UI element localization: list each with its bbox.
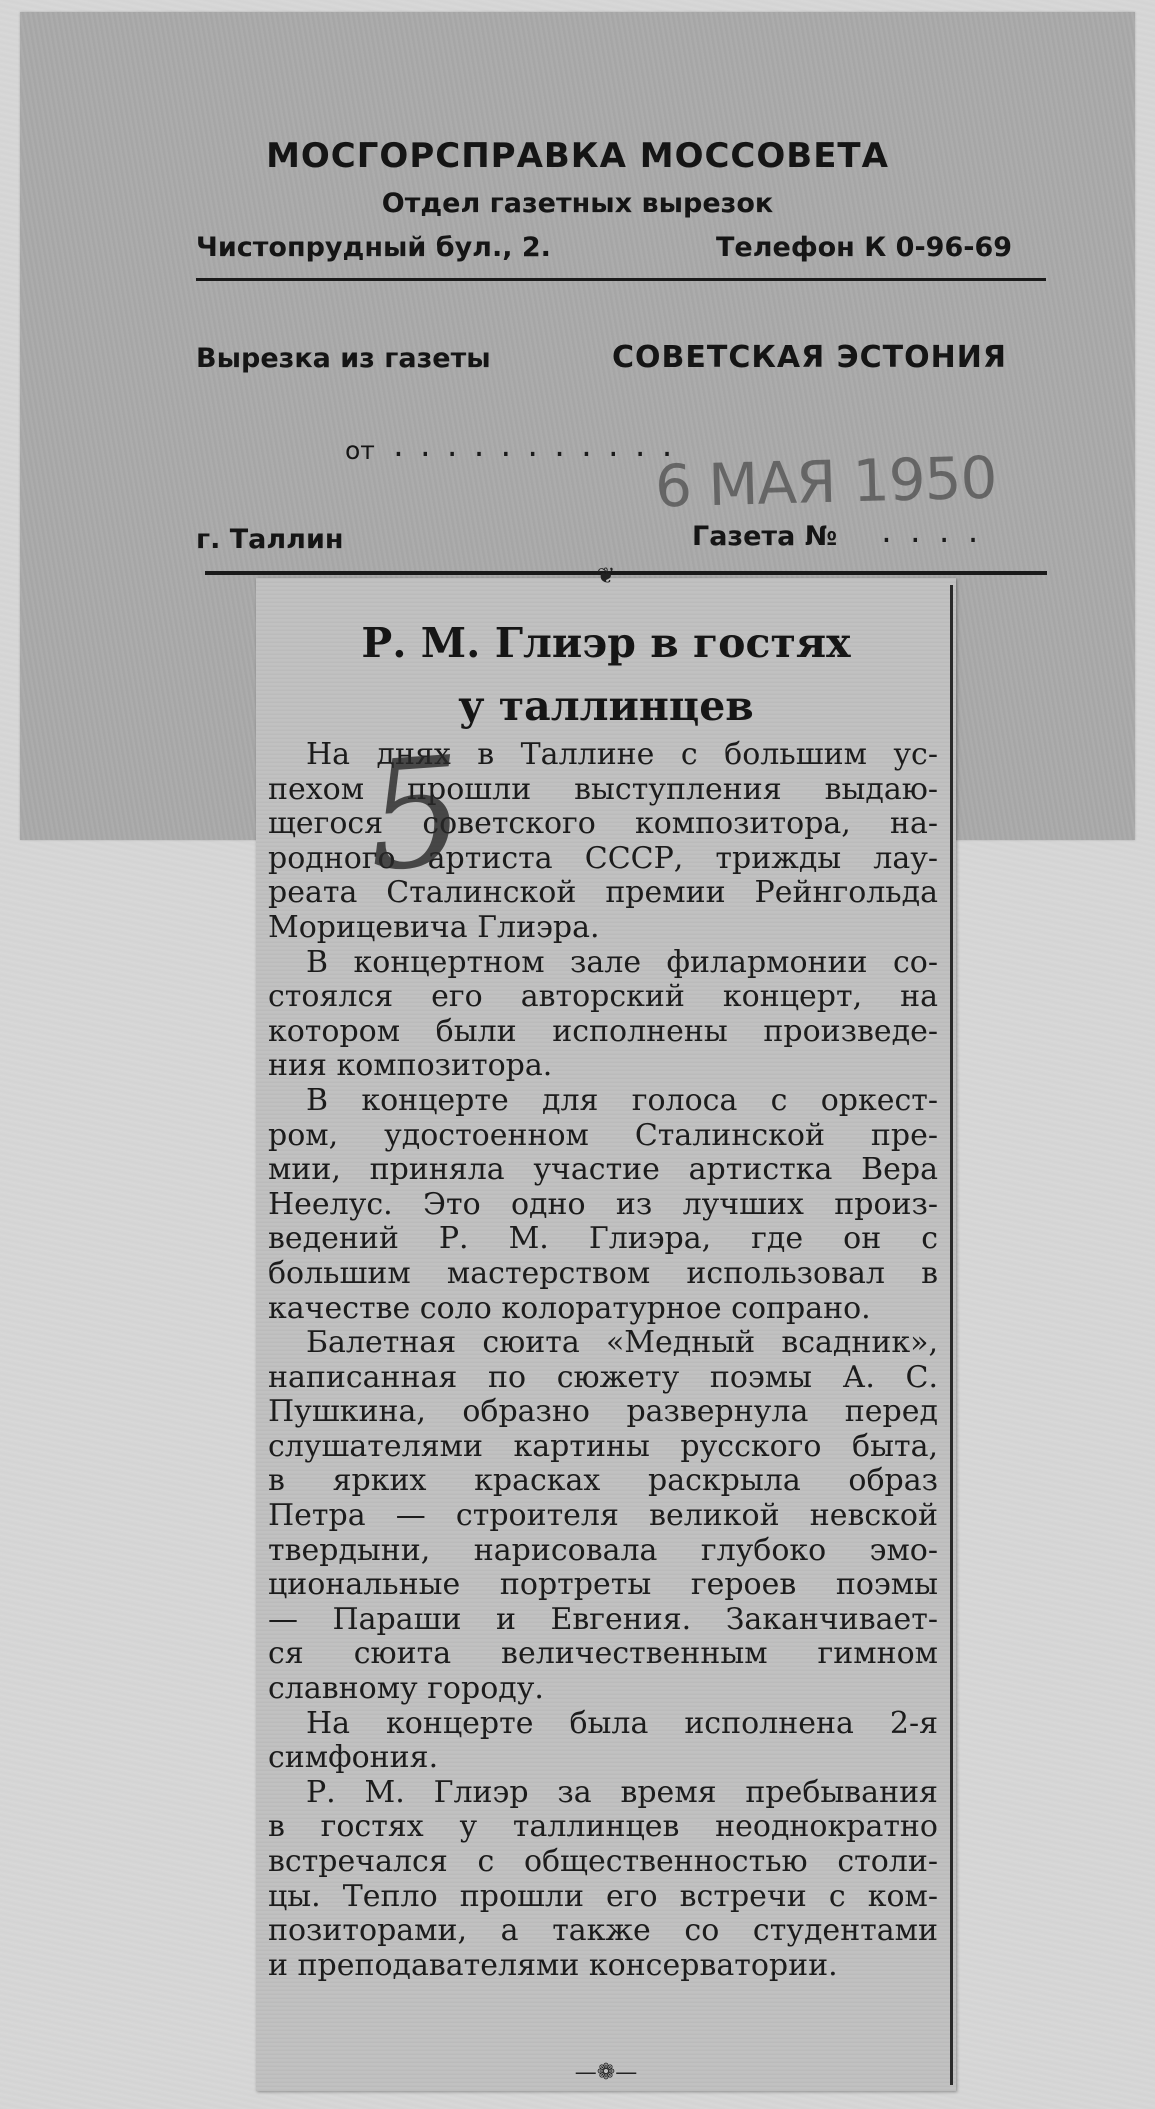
article-line: циональные портреты героев поэмы bbox=[268, 1567, 938, 1603]
article-line: В концерте для голоса с оркест- bbox=[306, 1082, 938, 1118]
issue-dots: .... bbox=[878, 516, 994, 549]
article-line: ром, удостоенном Сталинской пре- bbox=[268, 1117, 938, 1153]
ornament-top-icon: ❦ bbox=[596, 564, 616, 589]
article-line: мии, приняла участие артистка Вера bbox=[268, 1152, 938, 1188]
city-label: г. Таллин bbox=[196, 524, 344, 555]
from-dots: ........... bbox=[390, 430, 686, 463]
article-line: стоялся его авторский концерт, на bbox=[268, 979, 938, 1015]
article-line: В концертном зале филармонии со- bbox=[306, 944, 938, 980]
article-line: — Параши и Евгения. Заканчивает- bbox=[268, 1601, 938, 1637]
article-line: в гостях у таллинцев неоднократно bbox=[268, 1809, 938, 1845]
headline-line: Р. М. Глиэр в гостях bbox=[361, 619, 851, 667]
article-line: Балетная сюита «Медный всадник», bbox=[306, 1325, 938, 1361]
address: Чистопрудный бул., 2. bbox=[196, 232, 551, 263]
article-line: Морицевича Глиэра. bbox=[268, 909, 600, 945]
article-line: качестве соло колоратурное сопрано. bbox=[268, 1290, 871, 1326]
article-line: На концерте была исполнена 2-я bbox=[306, 1705, 938, 1741]
newspaper-clipping bbox=[256, 564, 956, 2091]
article-line: встречался с общественностью столи- bbox=[268, 1844, 938, 1879]
article-line: ся сюита величественным гимном bbox=[268, 1636, 938, 1672]
article-line: пехом прошли выступления выдаю- bbox=[268, 771, 938, 807]
article-line: реата Сталинской премии Рейнгольда bbox=[268, 875, 938, 911]
article-line: Р. М. Глиэр за время пребывания bbox=[306, 1774, 938, 1810]
article-line: Петра — строителя великой невской bbox=[268, 1498, 938, 1534]
department-subtitle: Отдел газетных вырезок bbox=[381, 188, 774, 219]
newspaper-name: СОВЕТСКАЯ ЭСТОНИЯ bbox=[612, 340, 1007, 375]
phone: Телефон К 0-96-69 bbox=[716, 232, 1013, 263]
article-line: щегося советского композитора, на- bbox=[268, 806, 938, 842]
article-line: котором были исполнены произведе- bbox=[268, 1013, 938, 1049]
article-line: в ярких красках раскрыла образ bbox=[268, 1463, 938, 1499]
agency-title: МОСГОРСПРАВКА МОССОВЕТА bbox=[266, 136, 889, 176]
handwritten-number: 5 bbox=[362, 724, 470, 906]
clipping-shadow-edge bbox=[950, 585, 953, 2085]
article-line: Неелус. Это одно из лучших произ- bbox=[268, 1186, 938, 1222]
article-line: На днях в Таллине с большим ус- bbox=[306, 737, 938, 772]
date-stamp: 6 МАЯ 1950 bbox=[654, 443, 998, 521]
issue-label: Газета № bbox=[692, 521, 838, 552]
article-line: ния композитора. bbox=[268, 1048, 553, 1084]
cutting-label: Вырезка из газеты bbox=[196, 343, 491, 374]
divider-top bbox=[196, 278, 1046, 281]
article-line: родного артиста СССР, трижды лау- bbox=[268, 840, 938, 876]
article-line: большим мастерством использовал в bbox=[268, 1255, 938, 1291]
article-line: цы. Тепло прошли его встречи с ком- bbox=[268, 1878, 938, 1914]
article-line: написанная по сюжету поэмы А. С. bbox=[268, 1359, 938, 1395]
ornament-bottom-icon: —❁— bbox=[574, 2060, 638, 2085]
article-line: симфония. bbox=[268, 1740, 439, 1776]
article-headline bbox=[256, 612, 956, 738]
from-label: от bbox=[345, 436, 375, 465]
article-line: славному городу. bbox=[268, 1671, 544, 1707]
article-line: и преподавателями консерватории. bbox=[268, 1947, 838, 1983]
article-line: позиторами, а также со студентами bbox=[268, 1913, 938, 1949]
article-line: слушателями картины русского быта, bbox=[268, 1428, 938, 1464]
article-line: Пушкина, образно развернула перед bbox=[268, 1394, 938, 1430]
article-body bbox=[268, 738, 938, 1983]
headline-line: у таллинцев bbox=[458, 682, 754, 730]
article-line: твердыни, нарисовала глубоко эмо- bbox=[268, 1532, 938, 1568]
article-line: ведений Р. М. Глиэра, где он с bbox=[268, 1221, 938, 1257]
